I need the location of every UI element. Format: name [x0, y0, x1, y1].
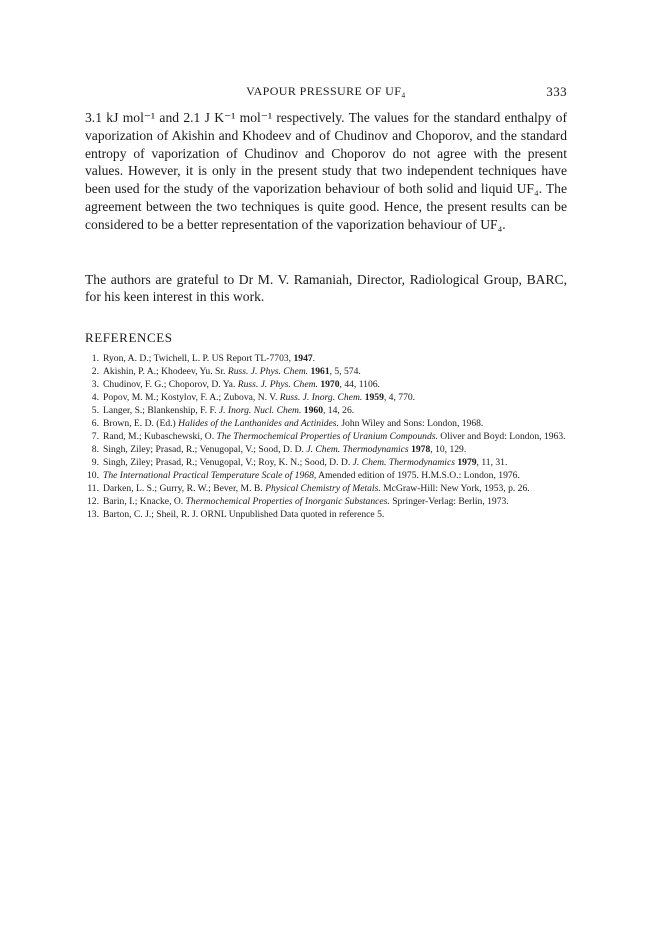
reference-number: 8. [91, 444, 99, 455]
reference-source: Halides of the Lanthanides and Actinides. [178, 418, 339, 429]
reference-year: 1947 [293, 353, 313, 364]
reference-authors: Langer, S.; Blankenship, F. F. [103, 405, 219, 416]
reference-number: 12. [87, 496, 99, 507]
reference-item [85, 444, 567, 456]
reference-text [103, 457, 567, 469]
reference-item [85, 509, 567, 521]
reference-item [85, 496, 567, 508]
reference-item [85, 366, 567, 378]
reference-number: 4. [91, 392, 99, 403]
reference-number: 1. [91, 353, 99, 364]
reference-details: Amended edition of 1975. H.M.S.O.: London, 1976. [316, 470, 520, 481]
reference-item [85, 353, 567, 365]
reference-item [85, 405, 567, 417]
reference-item [85, 379, 567, 391]
reference-text [103, 496, 567, 508]
reference-details: , 4, 770. [383, 392, 416, 403]
reference-details: Oliver and Boyd: London, 1963. [437, 431, 566, 442]
reference-source: Russ. J. Phys. Chem. [237, 379, 318, 390]
reference-source: Russ. J. Phys. Chem. [227, 366, 309, 377]
reference-details: McGraw-Hill: New York, 1953, p. 26. [380, 483, 530, 494]
reference-list [85, 353, 567, 522]
reference-source: Russ. J. Inorg. Chem. [279, 392, 363, 403]
reference-text [103, 353, 567, 365]
reference-text [103, 483, 567, 495]
running-head [85, 84, 567, 102]
reference-details: , 11, 31. [476, 457, 508, 468]
reference-number: 6. [91, 418, 99, 429]
reference-number: 7. [91, 431, 99, 442]
reference-number: 3. [91, 379, 99, 390]
reference-text [103, 431, 567, 443]
reference-text [103, 379, 567, 391]
reference-item [85, 457, 567, 469]
reference-number: 9. [91, 457, 99, 468]
reference-year: 1961 [310, 366, 330, 377]
reference-authors: Rand, M.; Kubaschewski, O. [103, 431, 217, 442]
reference-source: J. Chem. Thermodynamics [352, 457, 455, 468]
reference-text [103, 509, 567, 521]
reference-details: , 44, 1106. [339, 379, 380, 390]
reference-year: 1978 [411, 444, 431, 455]
running-title: VAPOUR PRESSURE OF UF₄ [246, 84, 406, 98]
reference-item [85, 470, 567, 482]
reference-year: 1960 [303, 405, 323, 416]
reference-authors: Chudinov, F. G.; Choporov, D. Ya. [103, 379, 238, 390]
reference-text [103, 470, 567, 482]
reference-details: John Wiley and Sons: London, 1968. [338, 418, 484, 429]
reference-number: 13. [87, 509, 99, 520]
reference-text [103, 444, 567, 456]
reference-authors: Barin, I.; Knacke, O. [103, 496, 186, 507]
reference-authors: Singh, Ziley; Prasad, R.; Venugopal, V.; Sood, D. D. [103, 444, 307, 455]
references-heading: REFERENCES [85, 330, 173, 345]
paragraph-text: 3.1 kJ mol⁻¹ and 2.1 J K⁻¹ mol⁻¹ respectively. The values for the standard enthalpy of vaporization of Akishin and Khodeev and of Chudinov and Choporov, and the standard entropy of vaporization of Chudinov and Choporov do not agree with the present values. However, it is only in the present study that two independent techniques have been used for the study of the vaporization behaviour of both solid and liquid UF₄. The agreement between the two techniques is quite good. Hence, the present results can be considered to be a better representation of the vaporization behaviour of UF₄. [85, 110, 567, 232]
reference-details: , 14, 26. [322, 405, 355, 416]
reference-year: 1970 [320, 379, 340, 390]
reference-authors: Barton, C. J.; Sheil, R. J. ORNL Unpublished Data quoted in reference 5. [103, 509, 385, 520]
body-paragraph-1 [85, 109, 567, 234]
reference-authors: Akishin, P. A.; Khodeev, Yu. Sr. [103, 366, 228, 377]
reference-text [103, 366, 567, 378]
reference-number: 10. [87, 470, 99, 481]
reference-authors: Darken, L. S.; Gurry, R. W.; Bever, M. B. [103, 483, 266, 494]
reference-text [103, 392, 567, 404]
reference-authors: Popov, M. M.; Kostylov, F. A.; Zubova, N. V. [103, 392, 280, 403]
page-number: 333 [546, 84, 567, 99]
reference-year: 1959 [364, 392, 384, 403]
paragraph-text: The authors are grateful to Dr M. V. Ramaniah, Director, Radiological Group, BARC, for his keen interest in this work. [85, 271, 567, 305]
reference-details: . [312, 353, 316, 364]
acknowledgement-paragraph [85, 257, 567, 320]
reference-source: J. Inorg. Nucl. Chem. [218, 405, 302, 416]
reference-item [85, 392, 567, 404]
reference-details: , 10, 129. [430, 444, 467, 455]
reference-authors: Brown, E. D. (Ed.) [103, 418, 179, 429]
reference-source: Physical Chemistry of Metals. [265, 483, 381, 494]
reference-source: Thermochemical Properties of Inorganic Substances. [185, 496, 390, 507]
reference-year: 1979 [457, 457, 477, 468]
reference-text [103, 405, 567, 417]
reference-source: J. Chem. Thermodynamics [306, 444, 409, 455]
reference-number: 5. [91, 405, 99, 416]
reference-item [85, 418, 567, 430]
reference-number: 2. [91, 366, 99, 377]
reference-item [85, 483, 567, 495]
reference-source: The International Practical Temperature Scale of 1968, [103, 470, 317, 481]
reference-details: , 5, 574. [329, 366, 361, 377]
reference-authors: Singh, Ziley; Prasad, R.; Venugopal, V.; Roy, K. N.; Sood, D. D. [103, 457, 353, 468]
reference-text [103, 418, 567, 430]
reference-number: 11. [87, 483, 99, 494]
reference-authors: Ryon, A. D.; Twichell, L. P. US Report TL-7703, [103, 353, 294, 364]
reference-item [85, 431, 567, 443]
reference-source: The Thermochemical Properties of Uranium Compounds. [216, 431, 438, 442]
reference-details: Springer-Verlag: Berlin, 1973. [389, 496, 509, 507]
